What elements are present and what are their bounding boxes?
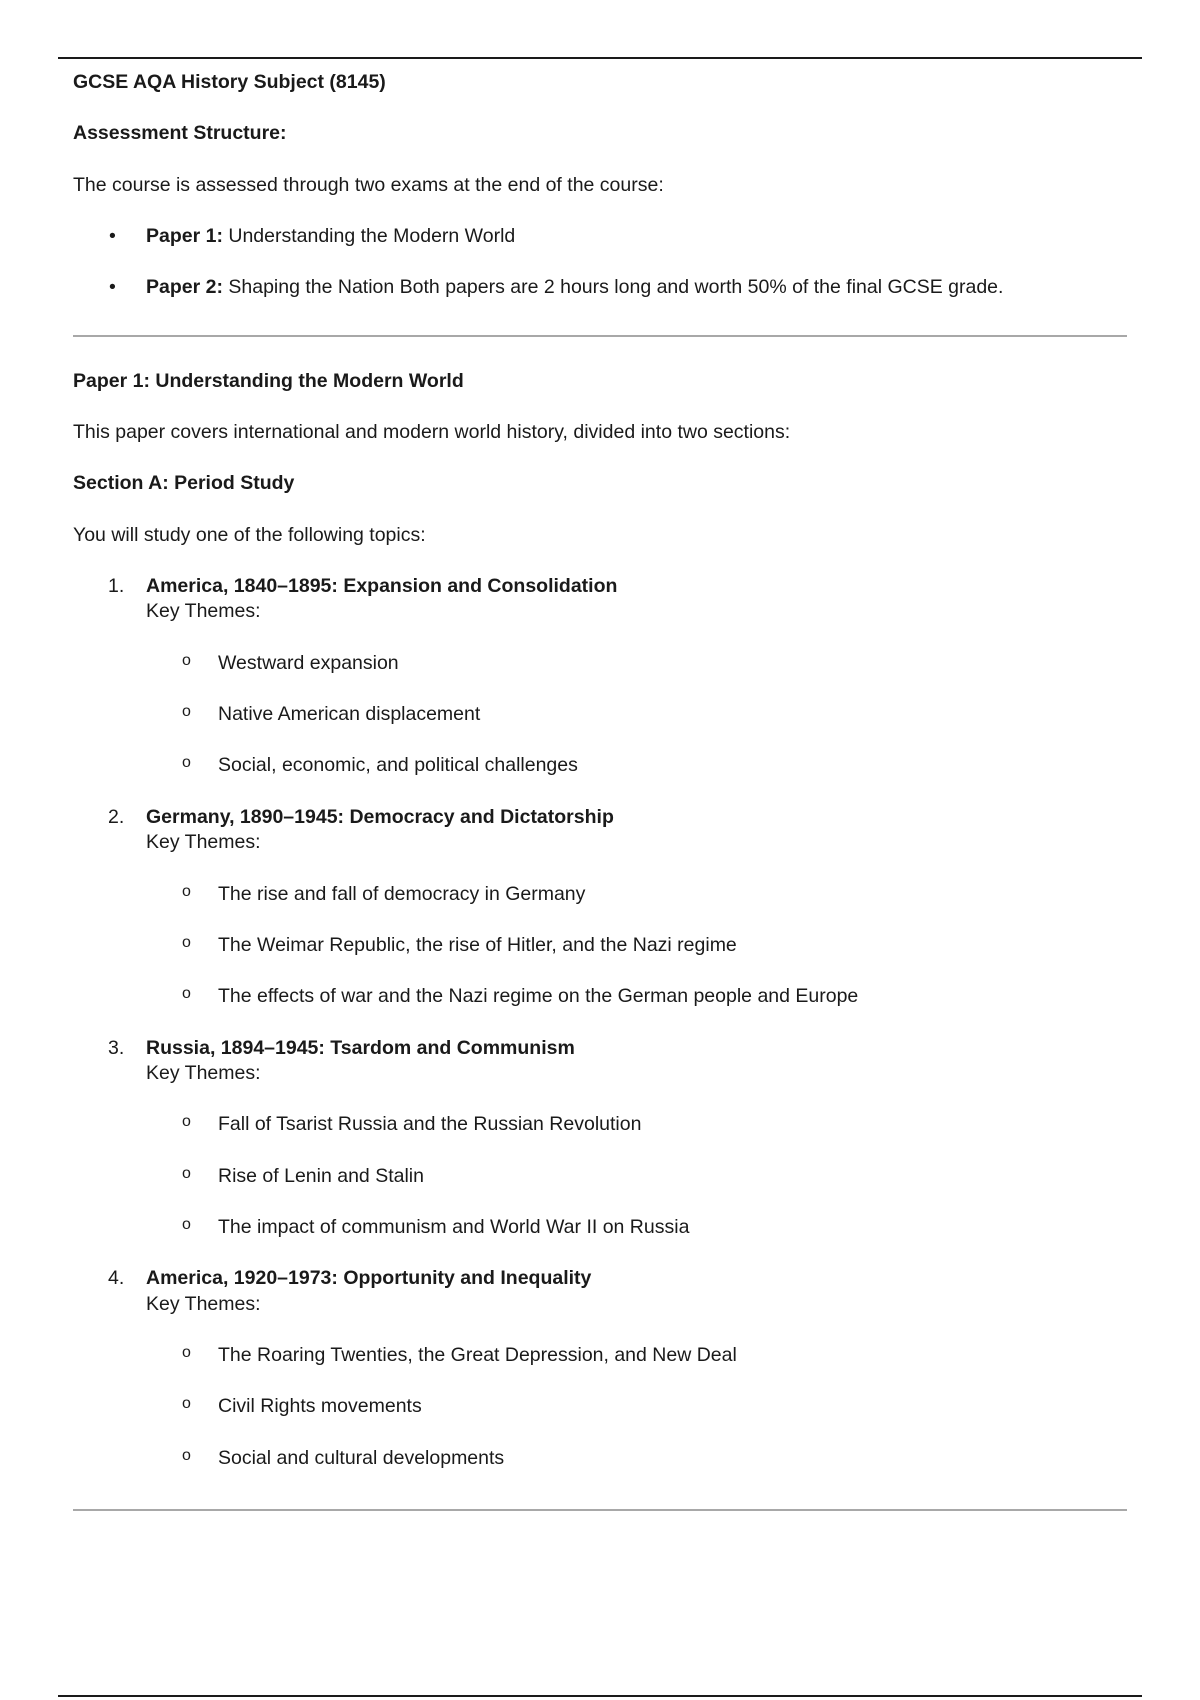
circle-bullet-icon: o xyxy=(182,1113,191,1131)
theme-text: Westward expansion xyxy=(218,651,399,674)
theme-text: The effects of war and the Nazi regime on the German people and Europe xyxy=(218,985,859,1008)
theme-text: Rise of Lenin and Stalin xyxy=(218,1164,424,1187)
paper1-intro: This paper covers international and modern world history, divided into two sections: xyxy=(73,421,791,444)
theme-item xyxy=(73,1215,1133,1240)
page-bottom-rule xyxy=(58,1695,1142,1697)
paper1-heading: Paper 1: Understanding the Modern World xyxy=(73,369,464,392)
document-title: GCSE AQA History Subject (8145) xyxy=(73,71,386,93)
theme-item xyxy=(73,702,1133,727)
circle-bullet-icon: o xyxy=(182,754,191,772)
theme-text: Social and cultural developments xyxy=(218,1446,505,1469)
key-themes-label: Key Themes: xyxy=(146,831,261,854)
bullet-icon: • xyxy=(109,276,116,299)
paper-label: Paper 2: xyxy=(146,276,223,299)
topic-title: Russia, 1894–1945: Tsardom and Communism xyxy=(146,1036,575,1059)
page-top-rule xyxy=(58,57,1142,59)
key-themes-label: Key Themes: xyxy=(146,1061,261,1084)
theme-text: The impact of communism and World War II on Russia xyxy=(218,1215,690,1238)
assessment-heading: Assessment Structure: xyxy=(73,122,287,145)
theme-item xyxy=(73,651,1133,676)
circle-bullet-icon: o xyxy=(182,933,191,951)
theme-item xyxy=(73,1394,1133,1419)
circle-bullet-icon: o xyxy=(182,985,191,1003)
theme-item xyxy=(73,984,1133,1009)
theme-text: The Weimar Republic, the rise of Hitler, and the Nazi regime xyxy=(218,933,737,956)
topic-item-4 xyxy=(73,1266,1133,1317)
theme-item xyxy=(73,882,1133,907)
document-body xyxy=(73,70,1133,1511)
key-themes-label: Key Themes: xyxy=(146,1292,261,1315)
theme-text: Social, economic, and political challenges xyxy=(218,754,578,777)
paper-text: Shaping the Nation Both papers are 2 hours long and worth 50% of the final GCSE grade. xyxy=(222,276,1004,299)
topic-number: 4. xyxy=(108,1267,125,1290)
theme-text: Fall of Tsarist Russia and the Russian Revolution xyxy=(218,1113,642,1136)
circle-bullet-icon: o xyxy=(182,1164,191,1182)
theme-text: The Roaring Twenties, the Great Depression, and New Deal xyxy=(218,1343,737,1366)
theme-text: The rise and fall of democracy in Germany xyxy=(218,882,586,905)
theme-item xyxy=(73,1446,1133,1471)
theme-text: Civil Rights movements xyxy=(218,1395,422,1418)
bullet-icon: • xyxy=(109,225,116,248)
topic-title: America, 1840–1895: Expansion and Consolidation xyxy=(146,575,618,598)
list-item-paper-2 xyxy=(73,275,1133,300)
assessment-intro: The course is assessed through two exams at the end of the course: xyxy=(73,173,664,196)
topic-item-3 xyxy=(73,1036,1133,1087)
paper-text: Understanding the Modern World xyxy=(222,225,516,248)
section-a-intro: You will study one of the following topics: xyxy=(73,523,426,546)
topic-item-2 xyxy=(73,805,1133,856)
topic-number: 3. xyxy=(108,1036,125,1059)
circle-bullet-icon: o xyxy=(182,703,191,721)
paper-label: Paper 1: xyxy=(146,225,223,248)
list-item-paper-1 xyxy=(73,224,1133,249)
circle-bullet-icon: o xyxy=(182,1215,191,1233)
section-a-heading: Section A: Period Study xyxy=(73,472,295,495)
theme-item xyxy=(73,1112,1133,1137)
theme-item xyxy=(73,1343,1133,1368)
theme-item xyxy=(73,933,1133,958)
circle-bullet-icon: o xyxy=(182,1343,191,1361)
topic-title: Germany, 1890–1945: Democracy and Dictatorship xyxy=(146,805,614,828)
circle-bullet-icon: o xyxy=(182,1395,191,1413)
topic-number: 1. xyxy=(108,575,125,598)
theme-text: Native American displacement xyxy=(218,703,481,726)
topic-number: 2. xyxy=(108,805,125,828)
theme-item xyxy=(73,1164,1133,1189)
circle-bullet-icon: o xyxy=(182,882,191,900)
circle-bullet-icon: o xyxy=(182,1446,191,1464)
theme-item xyxy=(73,753,1133,778)
topic-title: America, 1920–1973: Opportunity and Inequality xyxy=(146,1267,592,1290)
circle-bullet-icon: o xyxy=(182,651,191,669)
section-divider xyxy=(73,1509,1127,1511)
key-themes-label: Key Themes: xyxy=(146,600,261,623)
topic-item-1 xyxy=(73,574,1133,625)
